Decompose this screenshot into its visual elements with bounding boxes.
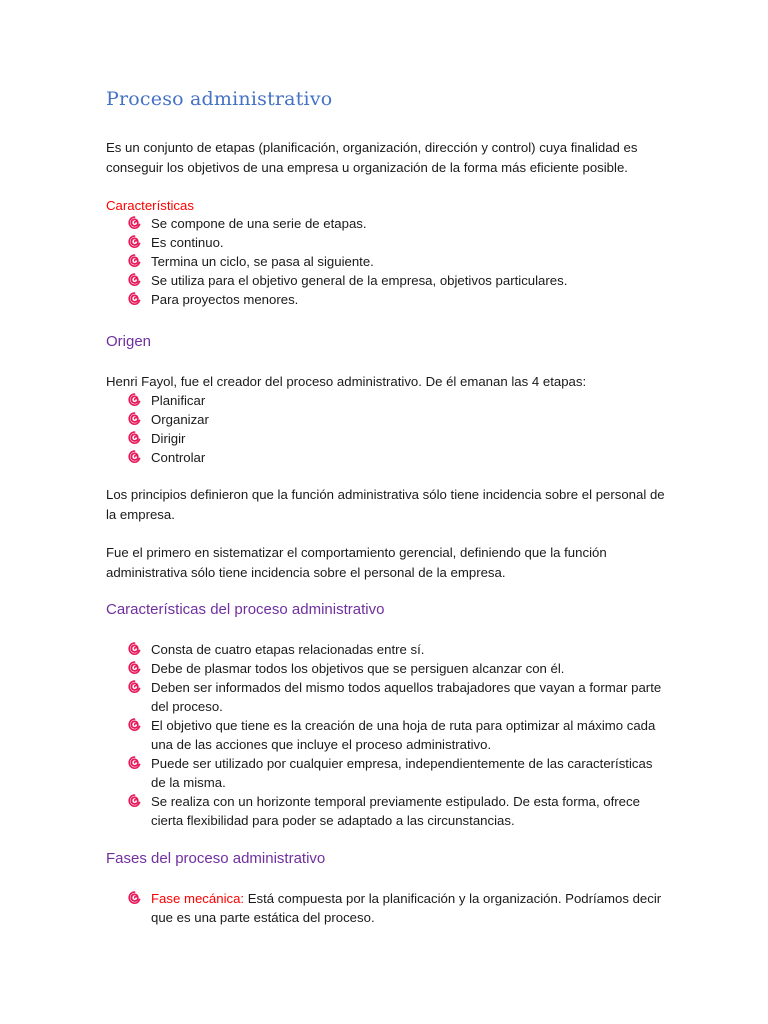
list-item-text: Termina un ciclo, se pasa al siguiente.	[151, 254, 374, 269]
spiral-bullet-icon	[128, 450, 141, 463]
list-item	[128, 716, 668, 754]
spiral-bullet-icon	[128, 718, 141, 731]
list-item-text: Planificar	[151, 393, 206, 408]
list-item	[128, 659, 668, 678]
list-item	[128, 214, 668, 233]
caracteristicas-label: Características	[106, 198, 194, 213]
list-item-text: Organizar	[151, 412, 209, 427]
list-item-text: Controlar	[151, 450, 206, 465]
list-item-text: Puede ser utilizado por cualquier empresa, independientemente de las características de la misma.	[151, 756, 653, 790]
list-item	[128, 233, 668, 252]
list-item-text: Se compone de una serie de etapas.	[151, 216, 367, 231]
spiral-bullet-icon	[128, 891, 141, 904]
spiral-bullet-icon	[128, 680, 141, 693]
caracteristicas-proceso-list	[128, 640, 668, 830]
spiral-bullet-icon	[128, 254, 141, 267]
list-item-text: Consta de cuatro etapas relacionadas entre sí.	[151, 642, 425, 657]
list-item	[128, 889, 668, 927]
list-item-text: Se realiza con un horizonte temporal previamente estipulado. De esta forma, ofrece cierta flexibilidad para poder se adaptado a las circunstancias.	[151, 794, 640, 828]
spiral-bullet-icon	[128, 235, 141, 248]
list-item-text: Dirigir	[151, 431, 186, 446]
list-item-text: Se utiliza para el objetivo general de la empresa, objetivos particulares.	[151, 273, 568, 288]
list-item-text: Debe de plasmar todos los objetivos que se persiguen alcanzar con él.	[151, 661, 565, 676]
list-item	[128, 448, 668, 467]
spiral-bullet-icon	[128, 794, 141, 807]
list-item	[128, 429, 668, 448]
section-heading-origen: Origen	[106, 333, 152, 350]
list-item-text: El objetivo que tiene es la creación de una hoja de ruta para optimizar al máximo cada una de las acciones que incluye el proceso administrativo.	[151, 718, 656, 752]
list-item-text: Deben ser informados del mismo todos aquellos trabajadores que vayan a formar parte del proceso.	[151, 680, 662, 714]
spiral-bullet-icon	[128, 661, 141, 674]
list-item	[128, 391, 668, 410]
spiral-bullet-icon	[128, 412, 141, 425]
list-item	[128, 252, 668, 271]
spiral-bullet-icon	[128, 431, 141, 444]
fases-list	[128, 889, 668, 927]
spiral-bullet-icon	[128, 273, 141, 286]
origen-paragraph-2: Fue el primero en sistematizar el comportamiento gerencial, definiendo que la función administrativa sólo tiene incidencia sobre el personal de la empresa.	[106, 545, 607, 580]
section-heading-caracteristicas-proceso: Características del proceso administrativo	[106, 601, 385, 618]
spiral-bullet-icon	[128, 292, 141, 305]
origen-etapas-list	[128, 391, 668, 467]
section-heading-fases: Fases del proceso administrativo	[106, 850, 326, 867]
intro-paragraph: Es un conjunto de etapas (planificación, organización, dirección y control) cuya finalidad es conseguir los objetivos de una empresa u organización de la forma más eficiente posible.	[106, 140, 638, 175]
caracteristicas-list	[128, 214, 668, 309]
list-item	[128, 640, 668, 659]
list-item	[128, 290, 668, 309]
list-item	[128, 678, 668, 716]
list-item	[128, 410, 668, 429]
fase-term: Fase mecánica:	[151, 891, 245, 906]
origen-intro: Henri Fayol, fue el creador del proceso administrativo. De él emanan las 4 etapas:	[106, 374, 587, 389]
spiral-bullet-icon	[128, 756, 141, 769]
page-title: Proceso administrativo	[106, 88, 333, 110]
origen-paragraph-1: Los principios definieron que la función administrativa sólo tiene incidencia sobre el personal de la empresa.	[106, 487, 665, 522]
list-item	[128, 754, 668, 792]
list-item	[128, 271, 668, 290]
list-item-text: Es continuo.	[151, 235, 224, 250]
spiral-bullet-icon	[128, 642, 141, 655]
list-item-text: Para proyectos menores.	[151, 292, 299, 307]
spiral-bullet-icon	[128, 216, 141, 229]
spiral-bullet-icon	[128, 393, 141, 406]
fase-text: Está compuesta por la planificación y la organización. Podríamos decir que es una parte estática del proceso.	[151, 891, 662, 925]
list-item	[128, 792, 668, 830]
